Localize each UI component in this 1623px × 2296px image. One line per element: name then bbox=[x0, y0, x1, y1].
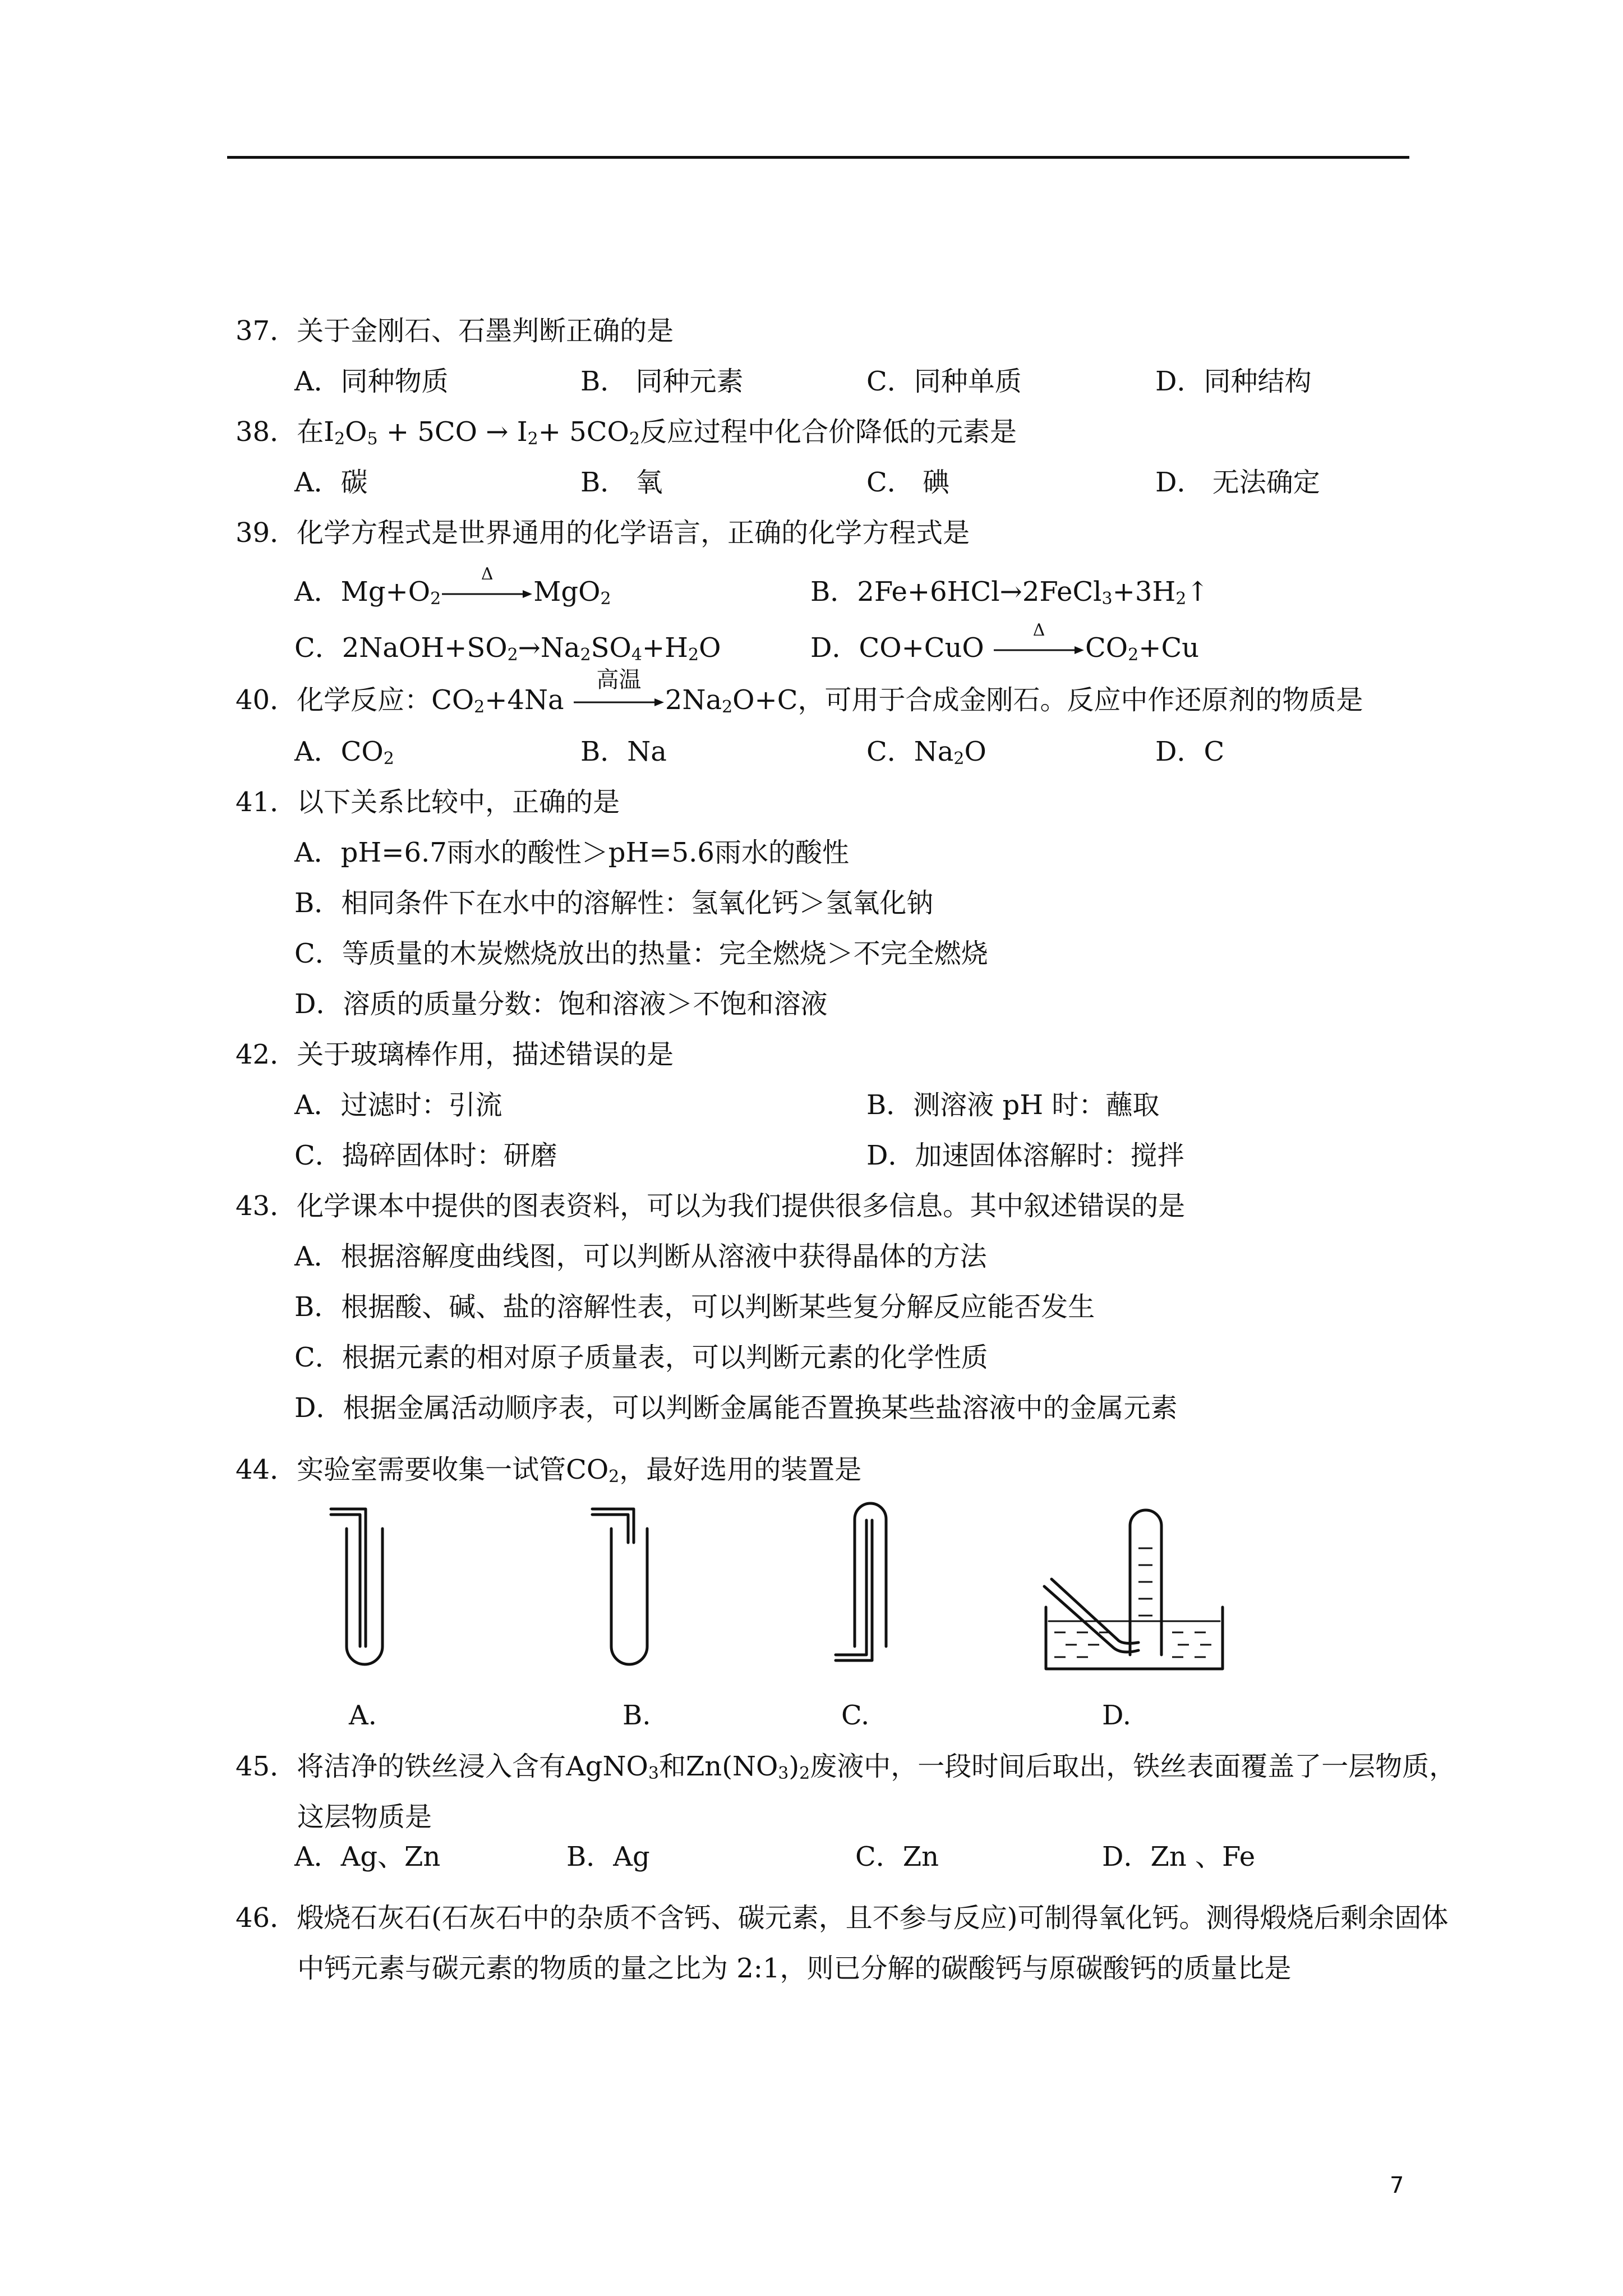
q41-option-d: D．溶质的质量分数：饱和溶液＞不饱和溶液 bbox=[294, 988, 828, 1020]
q45-option-a: A．Ag、Zn bbox=[294, 1841, 441, 1872]
q44-label-c: C. bbox=[841, 1700, 870, 1731]
q38-option-d: D． 无法确定 bbox=[1155, 467, 1320, 498]
q40-stem: 40．化学反应：$CO_2+4Na$ 高温 $2Na_2O+C$，可用于合成金刚石。反应中作还原剂的物质是 bbox=[236, 666, 1363, 717]
q39-option-c: C．$2NaOH+SO_2\to Na_2SO_4+H_2O$ bbox=[294, 632, 721, 665]
q37-stem: 37．关于金刚石、石墨判断正确的是 bbox=[236, 315, 674, 347]
q37-option-a: A．同种物质 bbox=[294, 366, 449, 397]
q42-option-b: B．测溶液 pH 时：蘸取 bbox=[866, 1089, 1160, 1121]
q39-option-b: B．$2Fe+6HCl\to 2FeCl_3+3H_2↑$ bbox=[810, 576, 1209, 609]
q43-option-a: A．根据溶解度曲线图，可以判断从溶液中获得晶体的方法 bbox=[294, 1241, 987, 1272]
q44-label-a: A. bbox=[349, 1700, 377, 1731]
apparatus-c-icon bbox=[836, 1503, 886, 1660]
q41-option-c: C．等质量的木炭燃烧放出的热量：完全燃烧＞不完全燃烧 bbox=[294, 938, 988, 969]
q40-option-b: B．Na bbox=[580, 736, 667, 767]
apparatus-b-icon bbox=[592, 1509, 647, 1664]
q43-stem: 43．化学课本中提供的图表资料，可以为我们提供很多信息。其中叙述错误的是 bbox=[236, 1190, 1186, 1222]
page-number: 7 bbox=[1390, 2173, 1404, 2198]
q42-stem: 42．关于玻璃棒作用，描述错误的是 bbox=[236, 1039, 674, 1070]
q41-option-a: A．pH=6.7雨水的酸性＞pH=5.6雨水的酸性 bbox=[294, 837, 849, 868]
q38-option-b: B． 氧 bbox=[580, 467, 663, 498]
q40-equation: $CO_2+4Na$ 高温 $2Na_2O+C$ bbox=[431, 666, 798, 717]
q37-option-b: B． 同种元素 bbox=[580, 366, 744, 397]
q37-option-c: C．同种单质 bbox=[866, 366, 1022, 397]
q38-equation: $I_2O_5 + 5CO \to I_2+ 5CO_2$ bbox=[324, 416, 640, 449]
q44-label-b: B. bbox=[623, 1700, 651, 1731]
q43-option-b: B．根据酸、碱、盐的溶解性表，可以判断某些复分解反应能否发生 bbox=[294, 1291, 1095, 1323]
q38-stem: 38．在$I_2O_5 + 5CO \to I_2+ 5CO_2$反应过程中化合价降低的元素是 bbox=[236, 416, 1017, 449]
q42-option-d: D．加速固体溶解时：搅拌 bbox=[866, 1140, 1184, 1171]
q40-option-d: D．C bbox=[1155, 736, 1225, 767]
q46-stem: 46．煅烧石灰石(石灰石中的杂质不含钙、碳元素，且不参与反应)可制得氧化钙。测得煅烧后剩余固体中钙元素与碳元素的物质的量之比为 2:1，则已分解的碳酸钙与原碳酸钙的质量比是 bbox=[236, 1902, 1449, 1984]
q39-stem: 39．化学方程式是世界通用的化学语言，正确的化学方程式是 bbox=[236, 517, 970, 549]
q38-option-c: C． 碘 bbox=[866, 467, 949, 498]
q43-option-c: C．根据元素的相对原子质量表，可以判断元素的化学性质 bbox=[294, 1342, 988, 1373]
heat-arrow: Δ bbox=[993, 645, 1085, 656]
q39-option-a: A．$Mg+O_2$ Δ MgO$_2$ bbox=[294, 564, 611, 609]
q42-option-c: C．捣碎固体时：研磨 bbox=[294, 1140, 557, 1171]
q42-option-a: A．过滤时：引流 bbox=[294, 1089, 502, 1121]
q45-option-b: B．Ag bbox=[566, 1841, 650, 1872]
q37-option-d: D．同种结构 bbox=[1155, 366, 1312, 397]
q40-option-a: A．$CO_2$ bbox=[294, 736, 394, 769]
q41-stem: 41．以下关系比较中，正确的是 bbox=[236, 786, 620, 818]
high-temp-arrow: 高温 bbox=[573, 697, 665, 708]
q45-option-c: C．Zn bbox=[855, 1841, 939, 1872]
heat-arrow: Δ bbox=[441, 588, 533, 600]
q44-label-d: D. bbox=[1102, 1700, 1132, 1731]
q39-option-d: D．CO+CuO Δ $CO_2+Cu$ bbox=[810, 620, 1200, 665]
q45-option-d: D．Zn 、Fe bbox=[1102, 1841, 1256, 1872]
q38-option-a: A．碳 bbox=[294, 467, 368, 498]
apparatus-a-icon bbox=[331, 1509, 382, 1664]
q43-option-d: D．根据金属活动顺序表，可以判断金属能否置换某些盐溶液中的金属元素 bbox=[294, 1392, 1178, 1424]
q44-apparatus-figure bbox=[0, 1492, 1623, 1731]
header-rule bbox=[227, 156, 1409, 159]
q45-stem: 45．将洁净的铁丝浸入含有AgNO$_3$和$Zn(NO_3)_2$废液中，一段时间后取出，铁丝表面覆盖了一层物质，这层物质是 bbox=[236, 1751, 1456, 1833]
q40-option-c: C．$Na_2O$ bbox=[866, 736, 986, 769]
q44-stem: 44．实验室需要收集一试管$CO_2$，最好选用的装置是 bbox=[236, 1454, 862, 1487]
q41-option-b: B．相同条件下在水中的溶解性：氢氧化钙＞氢氧化钠 bbox=[294, 887, 934, 919]
